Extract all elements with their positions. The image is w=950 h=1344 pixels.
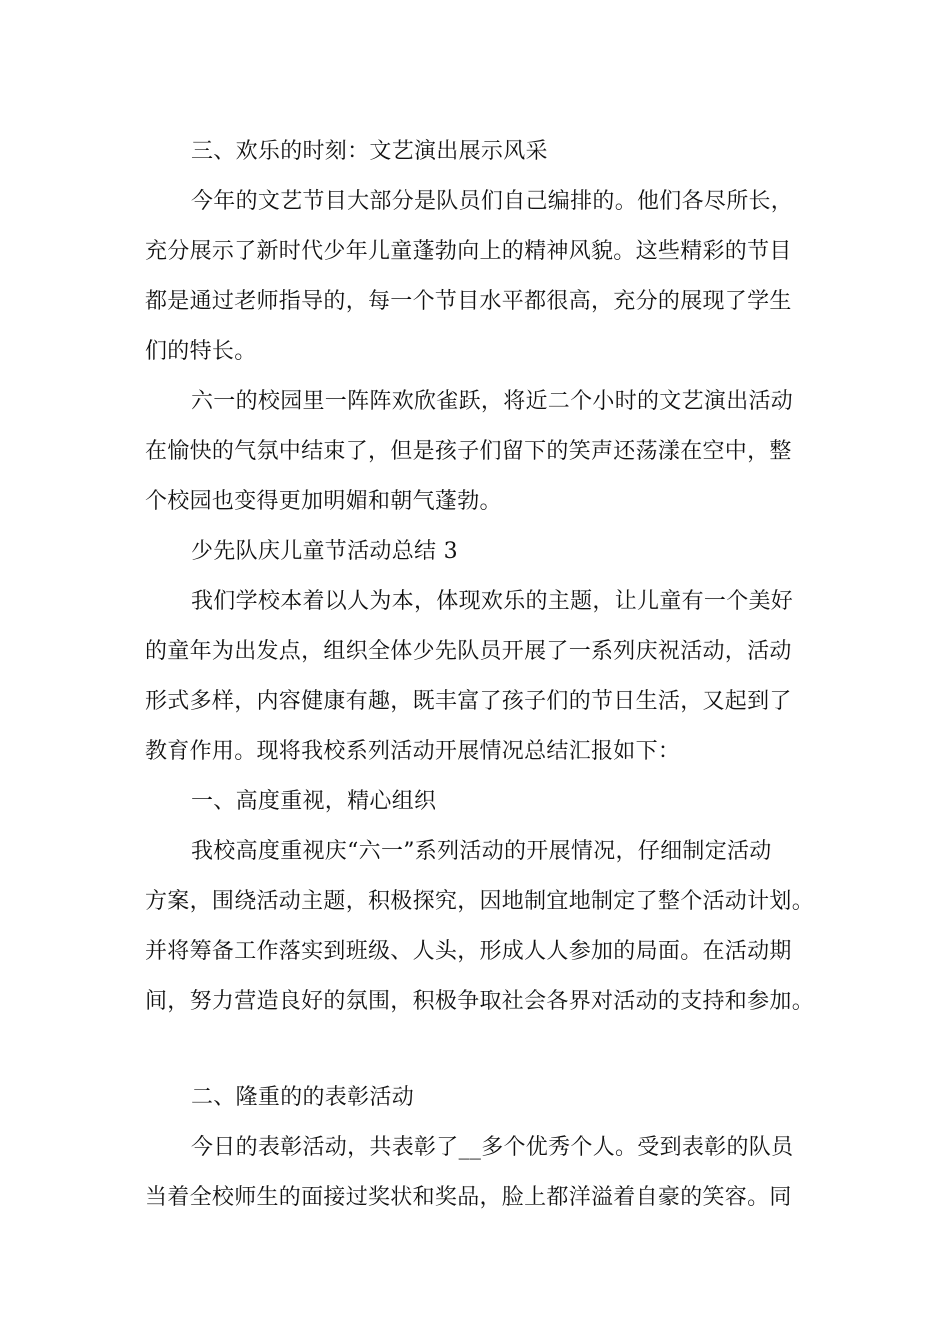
paragraph-line: 充分展示了新时代少年儿童蓬勃向上的精神风貌。这些精彩的节目 [145, 239, 792, 264]
paragraph-line: 今年的文艺节目大部分是队员们自己编排的。他们各尽所长， [191, 189, 794, 214]
section-heading-3: 三、欢乐的时刻：文艺演出展示风采 [191, 139, 548, 164]
paragraph-line: 方案，围绕活动主题，积极探究，因地制宜地制定了整个活动计划。 [145, 889, 815, 914]
paragraph-line: 在愉快的气氛中结束了，但是孩子们留下的笑声还荡漾在空中，整 [145, 439, 792, 464]
paragraph-line: 的童年为出发点，组织全体少先队员开展了一系列庆祝活动，活动 [145, 639, 792, 664]
paragraph-line: 间，努力营造良好的氛围，积极争取社会各界对活动的支持和参加。 [145, 989, 815, 1014]
paragraph-line: 当着全校师生的面接过奖状和奖品，脸上都洋溢着自豪的笑容。同 [145, 1185, 792, 1210]
section-heading-2: 二、隆重的的表彰活动 [191, 1085, 415, 1110]
paragraph-line: 形式多样，内容健康有趣，既丰富了孩子们的节日生活，又起到了 [145, 689, 792, 714]
paragraph-line: 们的特长。 [145, 339, 257, 364]
paragraph-line: 个校园也变得更加明媚和朝气蓬勃。 [145, 489, 502, 514]
paragraph-line: 今日的表彰活动，共表彰了__多个优秀个人。受到表彰的队员 [191, 1135, 794, 1160]
paragraph-line: 并将筹备工作落实到班级、人头，形成人人参加的局面。在活动期 [145, 939, 792, 964]
paragraph-line: 都是通过老师指导的，每一个节目水平都很高，充分的展现了学生 [145, 289, 792, 314]
section-heading-1: 一、高度重视，精心组织 [191, 789, 437, 814]
paragraph-line: 我们学校本着以人为本，体现欢乐的主题，让儿童有一个美好 [191, 589, 794, 614]
paragraph-line: 六一的校园里一阵阵欢欣雀跃，将近二个小时的文艺演出活动 [191, 389, 794, 414]
article-title: 少先队庆儿童节活动总结 3 [191, 539, 458, 564]
paragraph-line: 我校高度重视庆“六一”系列活动的开展情况，仔细制定活动 [191, 839, 772, 864]
paragraph-line: 教育作用。现将我校系列活动开展情况总结汇报如下： [145, 739, 681, 764]
